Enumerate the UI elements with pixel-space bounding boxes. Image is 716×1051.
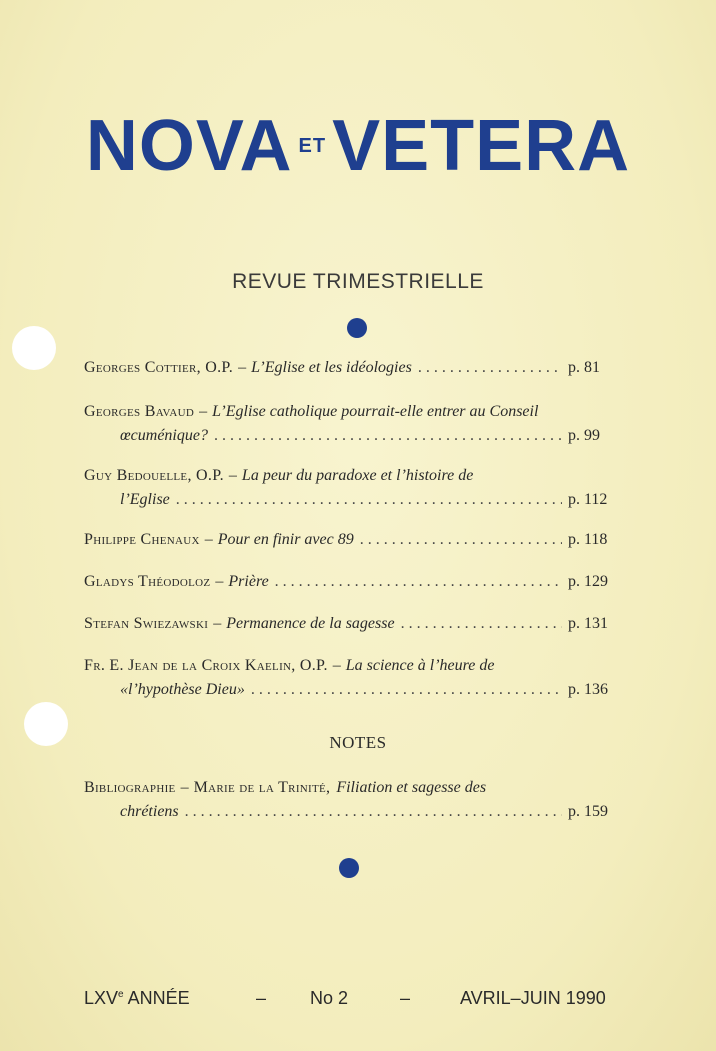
notes-title-cont: chrétiens <box>120 803 179 820</box>
entry-page: p. 118 <box>568 531 608 548</box>
bullet-dot-bottom <box>339 858 359 878</box>
notes-title: Filiation et sagesse des <box>336 779 487 796</box>
entry-page: p. 81 <box>568 359 600 376</box>
footer-dash-1: – <box>256 988 267 1008</box>
entry-page: p. 112 <box>568 491 608 508</box>
title-et: ET <box>298 135 327 158</box>
entry-page: p. 136 <box>568 681 608 698</box>
notes-page: p. 159 <box>568 803 608 820</box>
entry-title: Pour en finir avec 89 <box>217 531 354 548</box>
toc-entry: Fr. E. Jean de la Croix Kaelin, O.P. – La science à l’heure de «l’hypothèse Dieu» . . . p. 136 <box>84 654 620 702</box>
entry-title: L’Eglise catholique pourrait-elle entrer au Conseil <box>212 403 539 420</box>
punch-hole-top <box>12 326 56 370</box>
notes-subject: Marie de la Trinité, <box>193 779 331 796</box>
entry-title: La peur du paradoxe et l’histoire de <box>241 467 474 484</box>
entry-author: Philippe Chenaux <box>84 531 200 548</box>
toc-entry: Gladys Théodoloz – Prière . . . p. 129 <box>84 570 620 594</box>
entry-author: Georges Bavaud <box>84 403 195 420</box>
entry-title: L’Eglise et les idéologies <box>251 359 412 376</box>
title-vetera: VETERA <box>332 106 631 186</box>
footer-issue-number: No 2 <box>310 988 349 1008</box>
entry-author: Gladys Théodoloz <box>84 573 211 590</box>
toc-entry: Stefan Swiezawski – Permanence de la sagesse . . . p. 131 <box>84 612 620 636</box>
notes-author: Bibliographie <box>84 779 176 796</box>
entry-author: Fr. E. Jean de la Croix Kaelin, O.P. <box>84 657 328 674</box>
toc-entry: Georges Bavaud – L’Eglise catholique pourrait-elle entrer au Conseil œcuménique? . . . p. 99 <box>84 400 620 448</box>
journal-title <box>0 105 716 187</box>
footer-period: AVRIL–JUIN 1990 <box>460 988 606 1008</box>
entry-page: p. 99 <box>568 427 600 444</box>
toc-entry: Georges Cottier, O.P. – L’Eglise et les idéologies . . . p. 81 <box>84 356 620 380</box>
entry-title: La science à l’heure de <box>345 657 495 674</box>
entry-page: p. 131 <box>568 615 608 632</box>
entry-author: Guy Bedouelle, O.P. <box>84 467 224 484</box>
footer-dash-2: – <box>400 988 411 1008</box>
footer-year: LXVe ANNÉE <box>84 988 190 1008</box>
entry-author: Georges Cottier, O.P. <box>84 359 234 376</box>
notes-entry: Bibliographie – Marie de la Trinité, Filiation et sagesse des chrétiens . . . p. 159 <box>84 776 620 824</box>
notes-heading: NOTES <box>329 733 387 752</box>
entry-title-cont: l’Eglise <box>120 491 170 508</box>
entry-title: Prière <box>228 573 269 590</box>
bullet-dot-top <box>347 318 367 338</box>
entry-title-cont: «l’hypothèse Dieu» <box>120 681 245 698</box>
entry-page: p. 129 <box>568 573 608 590</box>
title-nova: NOVA <box>85 106 293 186</box>
entry-author: Stefan Swiezawski <box>84 615 209 632</box>
entry-title: Permanence de la sagesse <box>226 615 395 632</box>
entry-title-cont: œcuménique? <box>120 427 208 444</box>
toc-entry: Philippe Chenaux – Pour en finir avec 89 . . . p. 118 <box>84 528 620 552</box>
toc-entry: Guy Bedouelle, O.P. – La peur du paradoxe et l’histoire de l’Eglise . . . p. 112 <box>84 464 620 512</box>
journal-subtitle: REVUE TRIMESTRIELLE <box>232 270 484 293</box>
